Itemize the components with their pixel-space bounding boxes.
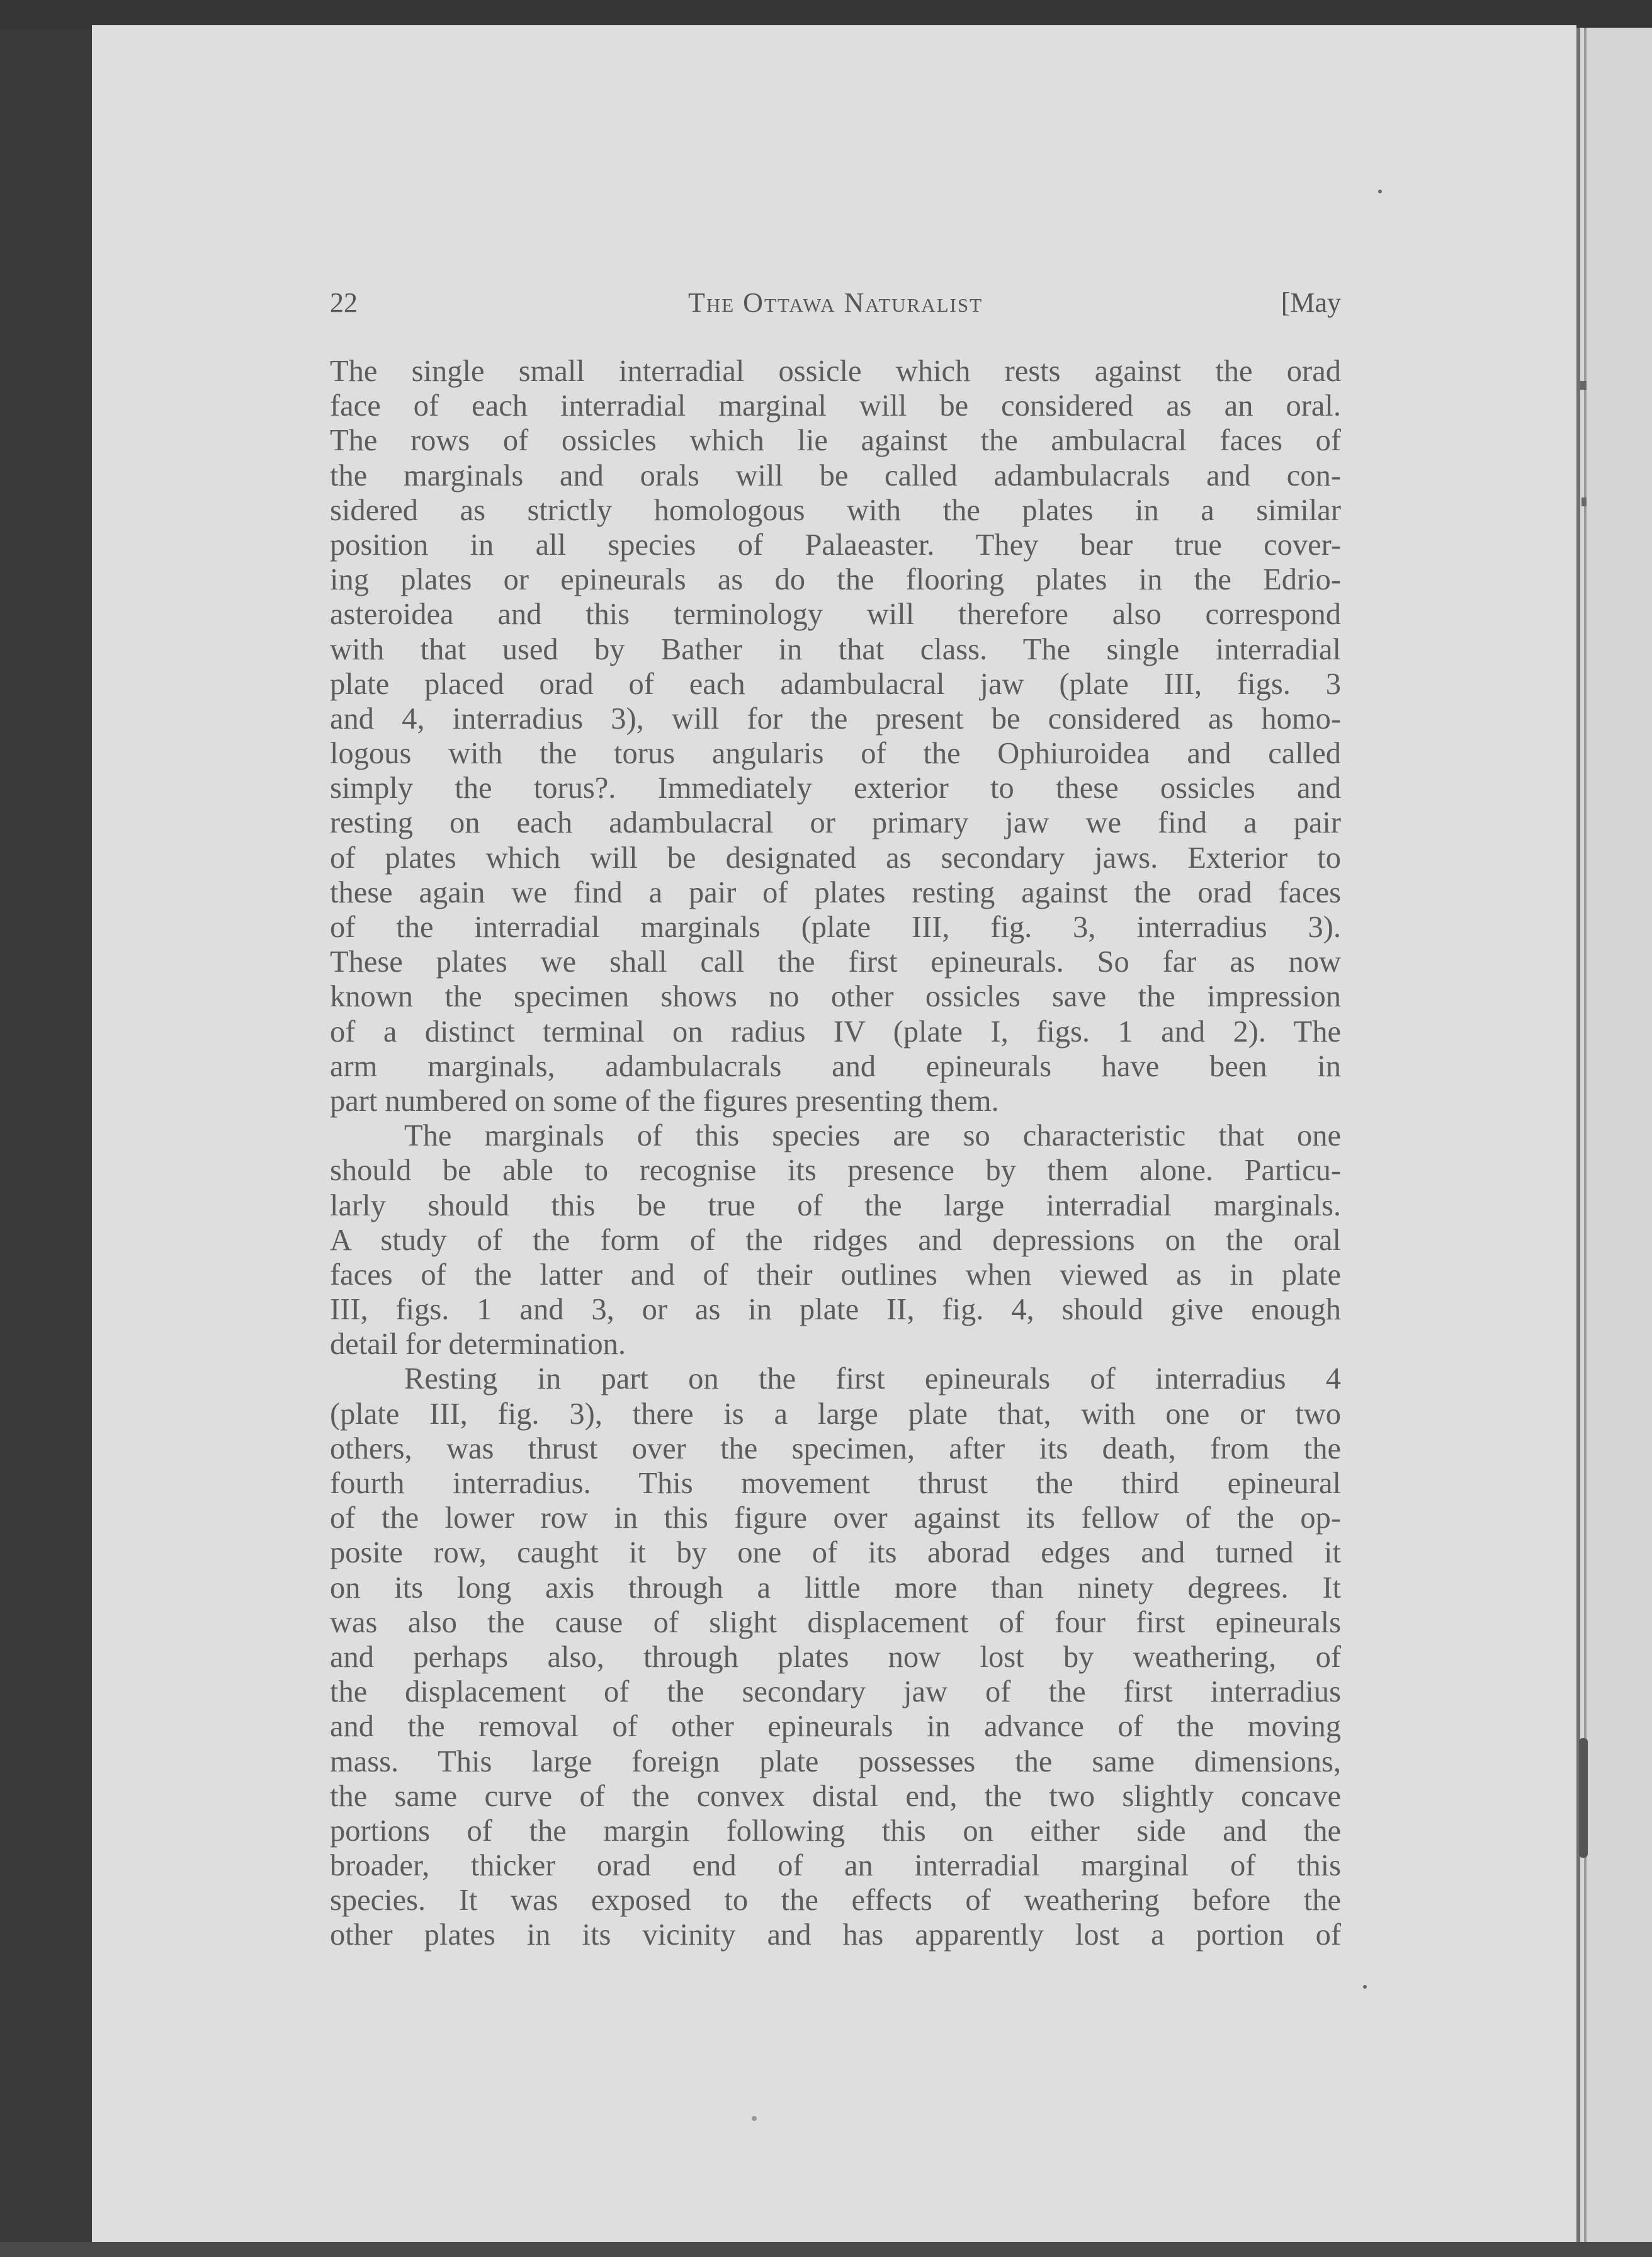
journal-title: The Ottawa Naturalist xyxy=(687,287,983,318)
text-line: The rows of ossicles which lie against the ambulacral faces of xyxy=(330,424,1341,458)
scan-bottom-border xyxy=(0,2242,1652,2257)
text-line: part numbered on some of the figures presenting them. xyxy=(330,1084,999,1118)
text-line: III, figs. 1 and 3, or as in plate II, fig. 4, should give enough xyxy=(330,1293,1341,1327)
text-line: portions of the margin following this on either side and the xyxy=(330,1814,1341,1848)
text-line: the same curve of the convex distal end, the two slightly concave xyxy=(330,1779,1341,1813)
text-line: these again we find a pair of plates resting against the orad faces xyxy=(330,875,1341,909)
text-line: The single small interradial ossicle which rests against the orad xyxy=(330,355,1341,388)
text-line: position in all species of Palaeaster. They bear true cover- xyxy=(330,528,1341,562)
text-line: species. It was exposed to the effects of weathering before the xyxy=(330,1884,1341,1918)
text-line: detail for determination. xyxy=(330,1327,626,1362)
text-line: larly should this be true of the large interradial marginals. xyxy=(330,1188,1341,1222)
text-line: the marginals and orals will be called adambulacrals and con- xyxy=(330,458,1341,492)
text-line: ing plates or epineurals as do the flooring plates in the Edrio- xyxy=(330,563,1341,597)
text-line: asteroidea and this terminology will therefore also correspond xyxy=(330,598,1341,632)
text-line: known the specimen shows no other ossicles save the impression xyxy=(330,980,1341,1014)
text-line: and 4, interradius 3), will for the present be considered as homo- xyxy=(330,702,1341,736)
scan-speck xyxy=(1581,497,1587,506)
text-line: A study of the form of the ridges and depressions on the oral xyxy=(330,1223,1341,1257)
text-line: should be able to recognise its presence by them alone. Particu- xyxy=(330,1154,1341,1188)
body-text xyxy=(330,354,1341,1953)
scan-speck xyxy=(1378,190,1382,193)
text-line: posite row, caught it by one of its aborad edges and turned it xyxy=(330,1536,1341,1570)
text-line: with that used by Bather in that class. The single interradial xyxy=(330,632,1341,666)
text-line: of the lower row in this figure over against its fellow of the op- xyxy=(330,1501,1341,1535)
text-line: mass. This large foreign plate possesses the same dimensions, xyxy=(330,1744,1341,1778)
text-line: logous with the torus angularis of the Ophiuroidea and called xyxy=(330,737,1341,771)
issue-month: [May xyxy=(1281,287,1341,318)
scan-speck xyxy=(1579,1738,1588,1858)
text-line: the displacement of the secondary jaw of the first interradius xyxy=(330,1675,1341,1709)
text-line: These plates we shall call the first epineurals. So far as now xyxy=(330,945,1341,979)
running-header xyxy=(330,287,1341,324)
page-gutter xyxy=(1584,28,1587,2242)
text-line: of a distinct terminal on radius IV (plate I, figs. 1 and 2). The xyxy=(330,1015,1341,1049)
text-line: simply the torus?. Immediately exterior to these ossicles and xyxy=(330,771,1341,805)
text-line: of plates which will be designated as secondary jaws. Exterior to xyxy=(330,841,1341,875)
text-line: plate placed orad of each adambulacral jaw (plate III, figs. 3 xyxy=(330,667,1341,701)
text-line: was also the cause of slight displacement of four first epineurals xyxy=(330,1605,1341,1639)
text-line: resting on each adambulacral or primary jaw we find a pair xyxy=(330,806,1341,840)
text-line: arm marginals, adambulacrals and epineurals have been in xyxy=(330,1049,1341,1083)
text-line: face of each interradial marginal will be considered as an oral. xyxy=(330,389,1341,423)
text-line: of the interradial marginals (plate III, fig. 3, interradius 3). xyxy=(330,911,1341,944)
facing-page-edge xyxy=(1576,28,1652,2242)
text-line: The marginals of this species are so characteristic that one xyxy=(404,1119,1341,1153)
text-line: and perhaps also, through plates now lost by weathering, of xyxy=(330,1640,1341,1674)
scan-speck xyxy=(1580,381,1587,390)
text-line: others, was thrust over the specimen, after its death, from the xyxy=(330,1431,1341,1465)
scan-speck xyxy=(752,2116,757,2121)
text-line: other plates in its vicinity and has apparently lost a portion of xyxy=(330,1918,1341,1952)
text-line: broader, thicker orad end of an interradial marginal of this xyxy=(330,1849,1341,1883)
text-line: and the removal of other epineurals in advance of the moving xyxy=(330,1710,1341,1744)
scan-left-border xyxy=(0,0,94,2257)
text-line: fourth interradius. This movement thrust the third epineural xyxy=(330,1467,1341,1500)
scan-speck xyxy=(1363,1985,1367,1989)
text-line: (plate III, fig. 3), there is a large plate that, with one or two xyxy=(330,1397,1341,1431)
text-line: on its long axis through a little more than ninety degrees. It xyxy=(330,1571,1341,1605)
text-line: faces of the latter and of their outlines when viewed as in plate xyxy=(330,1258,1341,1292)
text-line: Resting in part on the first epineurals of interradius 4 xyxy=(404,1362,1341,1396)
text-line: sidered as strictly homologous with the plates in a similar xyxy=(330,493,1341,527)
page-number: 22 xyxy=(330,287,358,318)
